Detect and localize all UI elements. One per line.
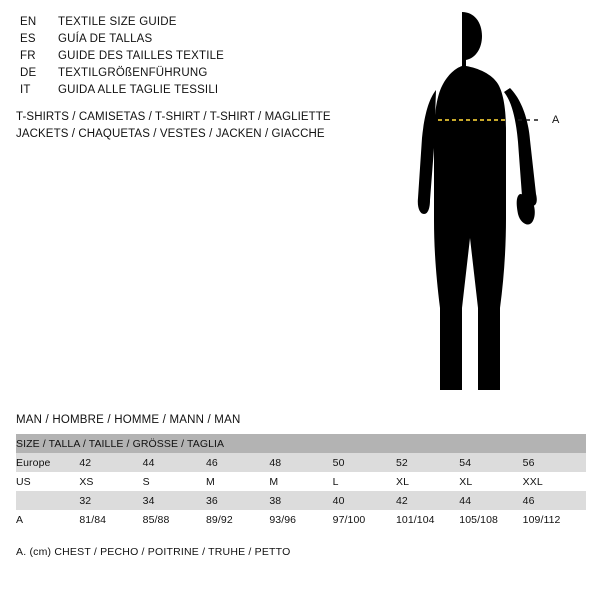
row-label: A: [16, 510, 79, 529]
male-silhouette-icon: [400, 8, 600, 408]
footnote: A. (cm) CHEST / PECHO / POITRINE / TRUHE / PETTO: [16, 546, 291, 558]
language-text: GUIDE DES TAILLES TEXTILE: [58, 50, 225, 62]
table-cell: 42: [396, 491, 459, 510]
table-cell: 97/100: [333, 510, 396, 529]
measure-label-a: A: [552, 114, 560, 126]
table-cell: XXL: [523, 472, 586, 491]
size-table: [16, 434, 586, 529]
table-cell: M: [269, 472, 332, 491]
table-header-row: [16, 434, 586, 453]
row-label: Europe: [16, 453, 79, 472]
table-cell: 85/88: [143, 510, 206, 529]
category-list: [16, 109, 396, 143]
table-cell: 32: [79, 491, 142, 510]
body-figure: [400, 8, 600, 408]
table-cell: 81/84: [79, 510, 142, 529]
table-cell: XS: [79, 472, 142, 491]
language-text: TEXTILGRÖßENFÜHRUNG: [58, 67, 208, 79]
row-label: [16, 491, 79, 510]
table-cell: XL: [459, 472, 522, 491]
table-cell: XL: [396, 472, 459, 491]
table-row: [16, 472, 586, 491]
language-row: [20, 16, 360, 33]
size-table-section: [16, 414, 586, 529]
table-cell: 36: [206, 491, 269, 510]
table-title: MAN / HOMBRE / HOMME / MANN / MAN: [16, 414, 241, 426]
table-cell: 46: [523, 491, 586, 510]
language-code: IT: [20, 84, 31, 96]
language-text: GUÍA DE TALLAS: [58, 33, 153, 45]
table-cell: 56: [523, 453, 586, 472]
table-row: [16, 510, 586, 529]
table-cell: 38: [269, 491, 332, 510]
table-cell: 54: [459, 453, 522, 472]
table-cell: 40: [333, 491, 396, 510]
language-row: [20, 84, 360, 101]
table-cell: 109/112: [523, 510, 586, 529]
table-header-label: SIZE / TALLA / TAILLE / GRÖSSE / TAGLIA: [16, 434, 586, 453]
table-cell: 52: [396, 453, 459, 472]
table-cell: 105/108: [459, 510, 522, 529]
table-cell: 50: [333, 453, 396, 472]
table-cell: 93/96: [269, 510, 332, 529]
category-line: T-SHIRTS / CAMISETAS / T-SHIRT / T-SHIRT / MAGLIETTE: [16, 111, 331, 123]
table-cell: 46: [206, 453, 269, 472]
table-cell: 48: [269, 453, 332, 472]
table-cell: 101/104: [396, 510, 459, 529]
language-code: DE: [20, 67, 37, 79]
table-cell: M: [206, 472, 269, 491]
table-cell: 44: [143, 453, 206, 472]
language-code: FR: [20, 50, 36, 62]
table-cell: 34: [143, 491, 206, 510]
table-row: [16, 491, 586, 510]
table-cell: L: [333, 472, 396, 491]
language-list: [20, 16, 360, 101]
language-code: ES: [20, 33, 36, 45]
language-text: GUIDA ALLE TAGLIE TESSILI: [58, 84, 219, 96]
table-cell: 89/92: [206, 510, 269, 529]
table-row: [16, 453, 586, 472]
category-line: JACKETS / CHAQUETAS / VESTES / JACKEN / GIACCHE: [16, 128, 325, 140]
language-code: EN: [20, 16, 37, 28]
language-row: [20, 67, 360, 84]
language-row: [20, 33, 360, 50]
row-label: US: [16, 472, 79, 491]
language-text: TEXTILE SIZE GUIDE: [58, 16, 177, 28]
table-cell: 42: [79, 453, 142, 472]
table-cell: 44: [459, 491, 522, 510]
table-cell: S: [143, 472, 206, 491]
language-row: [20, 50, 360, 67]
